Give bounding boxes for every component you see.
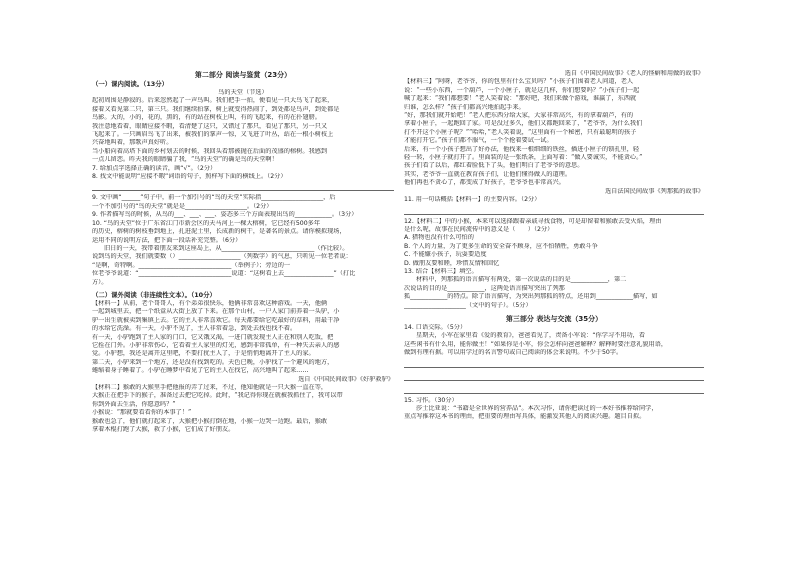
material-line: 说：“一些小东西，一个葫芦，一个小匣子，就是这几样，你们想要吗？”小孩子们一起 — [404, 86, 640, 94]
question-10c: 的历史，榕树的树枝垂到地上，扎进泥土里，长成新的树干，是著名的景点。请你模拟现场， — [92, 228, 346, 236]
material-line: 拿着木棍打跑了大猴，救了小猴，它们成了好朋友。 — [92, 426, 235, 434]
question-14a: 星期天，小军在家里看《爱的教育》，爸爸看见了，责备小军说：“你学习不用功，看 — [416, 332, 646, 340]
passage-line: 起初周围是静寂的。后来忽然起了一声鸟叫。我们把手一拍，便看见一只大鸟飞了起来， — [92, 97, 334, 105]
material-line: 【材料二】猴敢的大猴里手把他报的弄了过来，不过，他知他就是一只大猴一直在等， — [92, 384, 328, 391]
passage-title: 鸟的天堂（节选） — [218, 89, 268, 96]
answer-blank[interactable] — [92, 181, 394, 191]
material-line: 归谁，怎么样？”孩子们都高兴地拍起手来。 — [404, 103, 525, 111]
passage-line: 鸟影。大的，小的，花的，黑的，有的站在树枝上叫，有的飞起来，有的在扑翅膀。 — [92, 114, 321, 122]
material-line: 驴一出生就被卖到集镇上去。它的主人非常喜欢它。每天都要给它吃最好的草料，用最干净 — [92, 316, 340, 324]
answer-blank[interactable] — [404, 384, 704, 394]
question-13b: 次说话的目的是____________，这两处语言描写突出了列那 — [404, 284, 565, 292]
material-line: 觉。小驴想，我还是离开这里吧，不要打扰主人了，于是悄悄地离开了主人的家。 — [92, 350, 315, 358]
passage-line: 当小船向着高塔下面的乡村划去的时候，我回头看那被抛在后面的茂盛的榕树。我感到 — [92, 147, 328, 155]
passage-line: 飞起来了。一只画眉鸟飞了出来，被我们的掌声一惊，又飞进了叶丛，站在一根小树枝上 — [92, 131, 334, 139]
question-11c: “是啊，奇特啊。______________________________（举例子）；旁边的一 — [92, 261, 291, 269]
passage-line: 一点儿留恋。昨天我的眼睛骗了我，“鸟的天堂”的确是鸟的天堂啊！ — [92, 156, 278, 164]
material-one — [92, 300, 394, 376]
question-10d: 运用不同的说明方法，把下面一段话补充完整。（6分） — [92, 236, 242, 244]
question-13d: ____________________（文中的句子）。（5分） — [404, 301, 532, 309]
material-line: 后来，有一个小孩子想出了好办法，他找来一根细细的铁丝，插进小匣子的锁孔里，轻 — [404, 145, 640, 153]
question-14b: 这些闲书有什么用，能你做主！”如果你是小军，你会怎样向爸爸解释？解释时要注意礼貌用语， — [404, 340, 668, 348]
question-11a: 旧日的一天，我带着朋友来到这座岛上，从______________________________（作比较）。 — [104, 244, 349, 252]
question-14c: 做到有理有据。可以用学过的名言警句或自己阅读的体会来说明。不少于50字。 — [404, 349, 623, 357]
question-13c: 狐____________的特点。除了语言描写，为突出列那狐的特点，还用到____________描写，如 — [404, 293, 658, 301]
question-15b: 重点写推荐这本书的理由，把重要的理由写具体，能激发其他人的阅读兴趣。题目自拟。 — [404, 413, 646, 421]
question-10b: 10. “鸟的天堂”位于广东省江门市新会区的天马河上一棵大榕树，它已经有500多年 — [92, 219, 321, 227]
question-11: 11. 用一句话概括【材料一】的主要内容。（2分） — [404, 196, 541, 204]
option-a[interactable]: A. 猎物也没有什么可怕的 — [404, 234, 474, 242]
material-two — [92, 384, 394, 434]
section-outclass-reading: （二）课外阅读（非连续性文本）。（10分） — [92, 290, 216, 299]
question-13: 13. 结合【材料三】填空。 — [404, 267, 478, 275]
material-three — [404, 78, 704, 187]
option-b[interactable]: B. 个人的力量，为了更多生命的安全奋不顾身，应不怕牺牲，勇敢斗争 — [404, 242, 598, 250]
material-line: 一起到城里去，把一个纸盒从大街上放了下来。在那个山村，一户人家门前养着一头驴，小 — [92, 308, 340, 316]
material-line: 他们再也不贪心了，都变成了好孩子，老爷爷也非常高兴。 — [404, 179, 565, 187]
material-line: 喊了起来：“我们都想要！”老人笑着说：“那好吧，我们来做个游戏，谁赢了，东西就 — [404, 95, 637, 103]
passage-line: 兴奋地叫着，那歌声真好听。 — [92, 139, 173, 147]
material-line: 猴敢也急了，他们就打起来了，大猴把小猴打倒在地，小猴一边哭一边跑。最后，猴敢 — [92, 417, 328, 425]
passage-body — [92, 97, 394, 164]
question-15: 15. 习作。（30分） — [404, 396, 458, 404]
material-line: 的水给它洗澡。有一天，小驴不见了，主人非常着急，到处去找也找不着。 — [92, 325, 297, 333]
material-line: 小猴说：“那就要看看你的本事了！” — [92, 409, 192, 417]
question-14: 14. 口语交际。（5分） — [404, 323, 467, 331]
right-column — [404, 70, 704, 422]
part-two-title: 第二部分 阅读与鉴赏（23分） — [194, 71, 292, 79]
material-one-source: 选自《中国民间故事》《好驴救驴》 — [298, 375, 394, 383]
question-15a: 莎士比亚说：“书籍是全世界的营养品”。本次习作，请你把读过的一本好书推荐给同学， — [416, 405, 658, 412]
material-two-source: 选自《中国民间故事》《老人的怪癖和用做的故事》 — [564, 70, 704, 77]
material-line: 轻一转，小匣子就打开了。里面装的是一张纸条，上面写着：“做人要诚实，不能贪心。” — [404, 154, 643, 162]
part-three-title: 第三部分 表达与交流（35分） — [505, 314, 603, 323]
option-d[interactable]: D. 做朋友要和睦，珍惜友情和回忆 — [404, 259, 500, 267]
question-9a: 9. 文中画“______”句子中，前一个加引号的“鸟的天堂”实际指____________________，后 — [92, 194, 336, 202]
left-column — [92, 70, 394, 434]
answer-blank[interactable] — [404, 205, 704, 215]
material-line: 孩子们看了以后，都红着脸低下了头，他们明白了老爷爷的意思。 — [404, 162, 584, 170]
question-13a: 材料中，列那狐的语言描写有两处，第一次说话的目的是____________，第二 — [416, 276, 627, 284]
question-11e: 方）。 — [92, 278, 108, 286]
question-11d: 位老爷爷说道：“______________________________说道：“这树看上去________________”（打比 — [92, 270, 356, 278]
material-line: 大猴正在把手下的猴子，准备过去把它吃掉。此时，“我记得你现在就被我抓住了，我可以带 — [92, 392, 343, 400]
question-11b: 说到鸟的天堂，我们就要数（）____________________（列数字）的气息，只听见一位老者说： — [92, 253, 352, 261]
passage-line: 接着又看见第二只，第三只。我们继续拍掌，树上就变得热闹了，到处都是鸟声，到处都是 — [92, 105, 340, 113]
question-7: 7. 给加点字选择正确的读音，画“√”。（2分） — [92, 164, 217, 172]
material-line: 蜷缩着身子睡着了。小驴在睡梦中看见了它的主人在找它，高兴地叫了起来…… — [92, 367, 309, 375]
material-line: 其实，老爷爷一直就在教育孩子们，让他们懂得做人的道理。 — [404, 170, 572, 178]
passage-line: 我注意地看着，眼睛应接不暇，看清楚了这只，又错过了那只，看见了那只，另一只又 — [92, 122, 328, 130]
question-8: 8. 找文中能说明“应接不暇”词语的句子，照样写下面的横线上。（2分） — [92, 173, 287, 181]
material-line: 【材料三】“阿呀，老爷爷，你的包里有什么宝贝吗？”小孩子们围着老人问道，老人 — [404, 78, 634, 86]
material-line: 拿着小匣子，一起跑回了家。可是没过多久，他们又都跑回来了，“老爷爷，为什么我们 — [404, 120, 643, 128]
answer-blank[interactable] — [404, 371, 704, 381]
section-inclass-reading: （一）课内阅读。（13分） — [92, 80, 168, 88]
material-line: 你到外面去生活，你愿意吗？” — [92, 400, 176, 408]
question-9b: 一个不加引号的“鸟的天堂”就是是____________________。（2分） — [92, 202, 273, 210]
material-three-source: 选自法国民间故事《列那狐的故事》 — [605, 187, 704, 195]
question-12b: 是什么呢，故事在民间流传中的意义是（ ）（2分） — [404, 225, 554, 233]
material-line: 打不开这个小匣子呢？”“哈哈，”老人笑着说，“这里面有一个秘密，只有最聪明的孩子 — [404, 128, 637, 136]
answer-blank[interactable] — [404, 358, 704, 368]
option-c[interactable]: C. 不能嫌小孩子，玩耍要适度 — [404, 251, 487, 259]
material-line: 才能打开它。”孩子们都不服气，一个个抢着要试一试。 — [404, 137, 553, 145]
material-line: 它拴在门外。小驴非常伤心，它看着主人家里的灯光，感到非常孤单，有一种失去亲人的感 — [92, 341, 340, 349]
question-10a: 9. 作者描写鸟的时候，从鸟的___、___、___、姿态多三个方面表现出鸟的____________。（3分） — [92, 211, 358, 219]
question-12a: 12.【材料二】中的小猴，本来可以选择跟着亲戚寻找食物，可是却留着和猴敢去受火焰，理由 — [404, 217, 662, 225]
material-line: 【材料一】从前，老个哥哥人，有个弟弟很快乐，他俩非常喜欢这种游戏。一天，他俩 — [92, 299, 328, 307]
material-line: “好，那我们就开始吧！”老人把东西分给大家，大家非常高兴，有的拿着葫芦，有的 — [404, 112, 634, 120]
material-line: 有一天，小驴跑到了主人家的门口，它又饿又渴，一进门就发现主人正在和别人吃饭，把 — [92, 333, 334, 341]
material-line: 第二天，小驴来到一个地方，还是没有找到吃的。天色已晚，小驴找了一个避风的地方， — [92, 358, 334, 366]
